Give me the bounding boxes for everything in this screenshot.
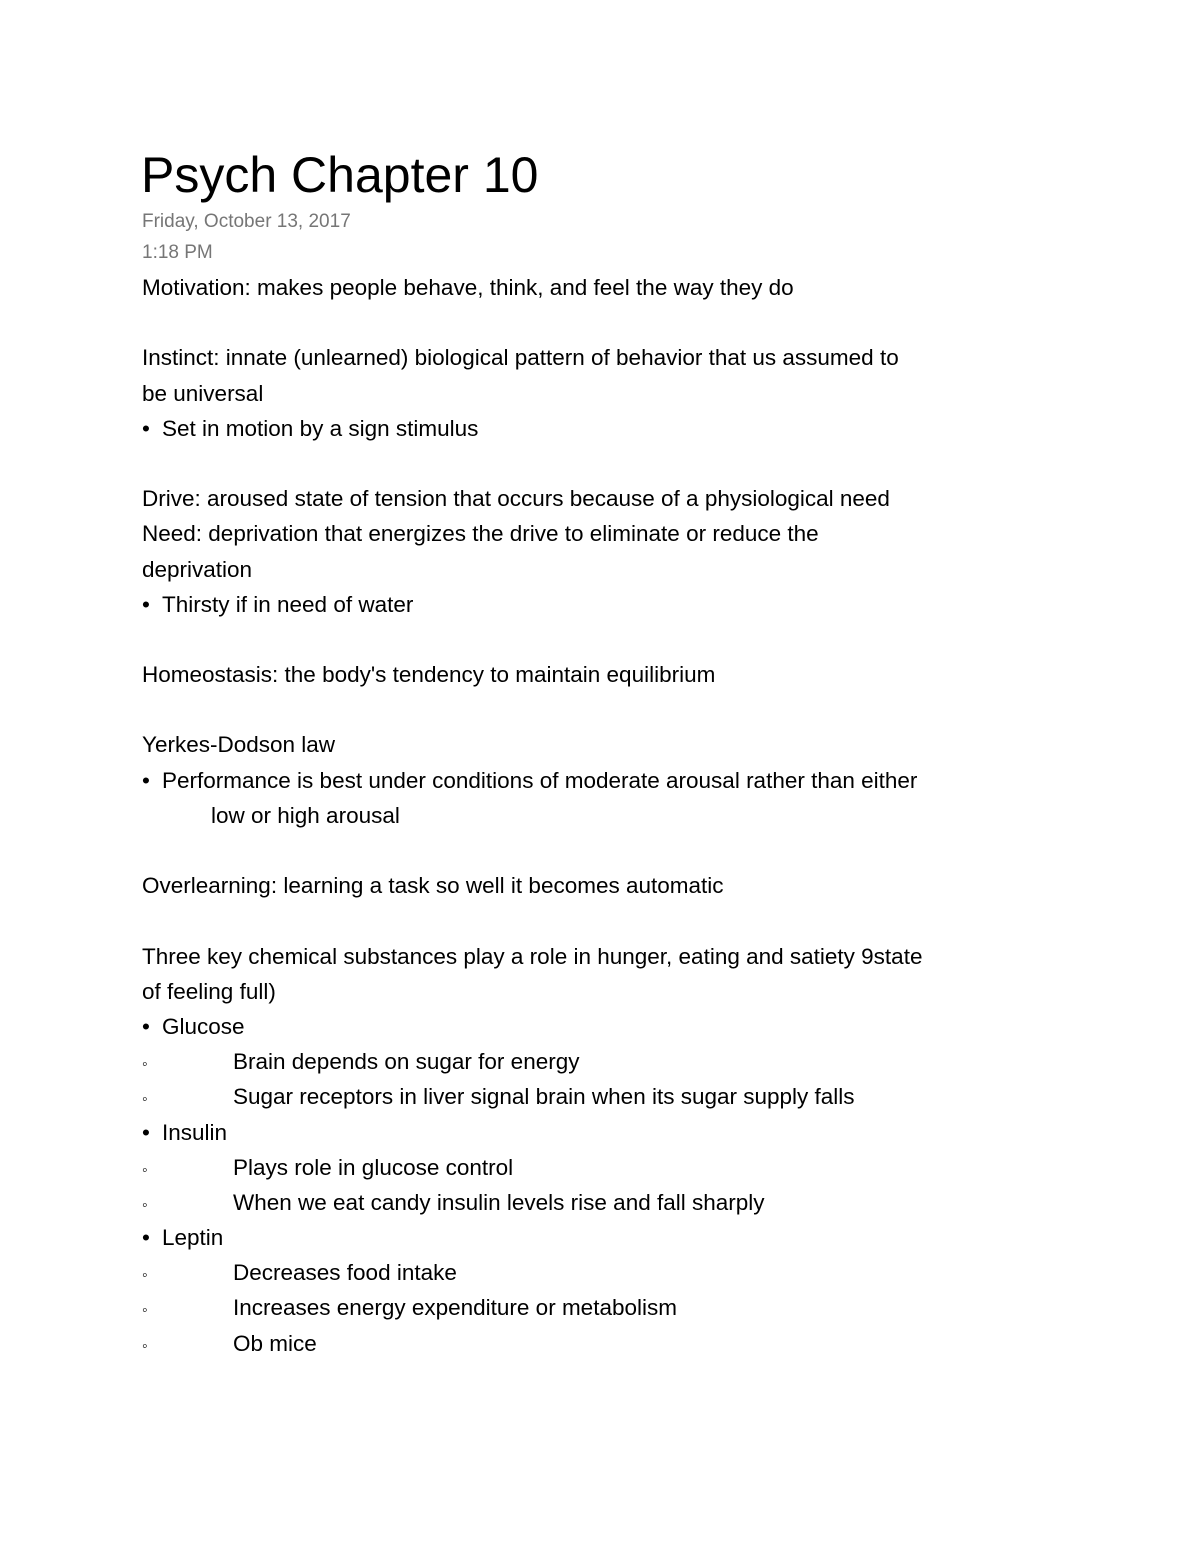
sub-bullet-item (142, 1044, 1072, 1079)
note-date: Friday, October 13, 2017 (142, 211, 351, 232)
bullet-text: Set in motion by a sign stimulus (162, 415, 479, 441)
bullet-icon: • (142, 1119, 150, 1145)
bullet-icon: • (142, 1013, 150, 1039)
paragraph-instinct: Instinct: innate (unlearned) biological pattern of behavior that us assumed to (142, 345, 899, 371)
sub-bullet-icon: ◦ (142, 1337, 148, 1355)
sub-bullet-icon: ◦ (142, 1196, 148, 1214)
bullet-text: Glucose (162, 1013, 245, 1039)
note-time: 1:18 PM (142, 242, 213, 263)
bullet-item-glucose (142, 1009, 1072, 1044)
bullet-item-insulin (142, 1115, 1072, 1150)
bullet-text: Insulin (162, 1119, 228, 1145)
sub-bullet-item (142, 1326, 1072, 1361)
page-title: Psych Chapter 10 (141, 147, 539, 203)
sub-bullet-icon: ◦ (142, 1056, 148, 1074)
bullet-icon: • (142, 591, 150, 617)
blank-line (142, 305, 1072, 340)
paragraph-motivation: Motivation: makes people behave, think, and feel the way they do (142, 275, 794, 300)
blank-line (142, 833, 1072, 868)
sub-bullet-item (142, 1185, 1072, 1220)
sub-bullet-text: Increases energy expenditure or metabolism (233, 1295, 677, 1321)
blank-line (142, 446, 1072, 481)
note-body (142, 270, 1072, 1361)
sub-bullet-item (142, 1255, 1072, 1290)
bullet-icon: • (142, 767, 150, 793)
sub-bullet-icon: ◦ (142, 1091, 148, 1109)
sub-bullet-item (142, 1290, 1072, 1325)
blank-line (142, 903, 1072, 938)
sub-bullet-icon: ◦ (142, 1302, 148, 1320)
paragraph-chemical-cont: of feeling full) (142, 978, 276, 1004)
blank-line (142, 622, 1072, 657)
bullet-text-cont: low or high arousal (211, 802, 400, 828)
sub-bullet-text: Ob mice (233, 1330, 317, 1356)
bullet-text: Performance is best under conditions of moderate arousal rather than either (162, 767, 918, 793)
bullet-text: Thirsty if in need of water (162, 591, 414, 617)
sub-bullet-text: When we eat candy insulin levels rise and fall sharply (233, 1189, 765, 1215)
paragraph-yerkes-dodson: Yerkes-Dodson law (142, 732, 336, 758)
sub-bullet-text: Sugar receptors in liver signal brain when its sugar supply falls (233, 1084, 855, 1110)
bullet-item (142, 587, 1072, 622)
sub-bullet-text: Plays role in glucose control (233, 1154, 514, 1180)
paragraph-instinct-cont: be universal (142, 380, 264, 406)
sub-bullet-item (142, 1079, 1072, 1114)
bullet-icon: • (142, 1225, 150, 1251)
sub-bullet-text: Brain depends on sugar for energy (233, 1049, 580, 1075)
sub-bullet-icon: ◦ (142, 1267, 148, 1285)
bullet-item-leptin (142, 1220, 1072, 1255)
sub-bullet-item (142, 1150, 1072, 1185)
paragraph-drive: Drive: aroused state of tension that occurs because of a physiological need (142, 486, 890, 512)
sub-bullet-icon: ◦ (142, 1161, 148, 1179)
paragraph-chemical: Three key chemical substances play a role in hunger, eating and satiety 9state (142, 943, 923, 969)
paragraph-need: Need: deprivation that energizes the drive to eliminate or reduce the (142, 521, 819, 547)
bullet-text: Leptin (162, 1225, 224, 1251)
blank-line (142, 692, 1072, 727)
sub-bullet-text: Decreases food intake (233, 1260, 457, 1286)
paragraph-homeostasis: Homeostasis: the body's tendency to maintain equilibrium (142, 662, 716, 688)
bullet-item (142, 411, 1072, 446)
paragraph-need-cont: deprivation (142, 556, 253, 582)
bullet-icon: • (142, 415, 150, 441)
bullet-item (142, 763, 1072, 798)
paragraph-overlearning: Overlearning: learning a task so well it becomes automatic (142, 873, 724, 899)
